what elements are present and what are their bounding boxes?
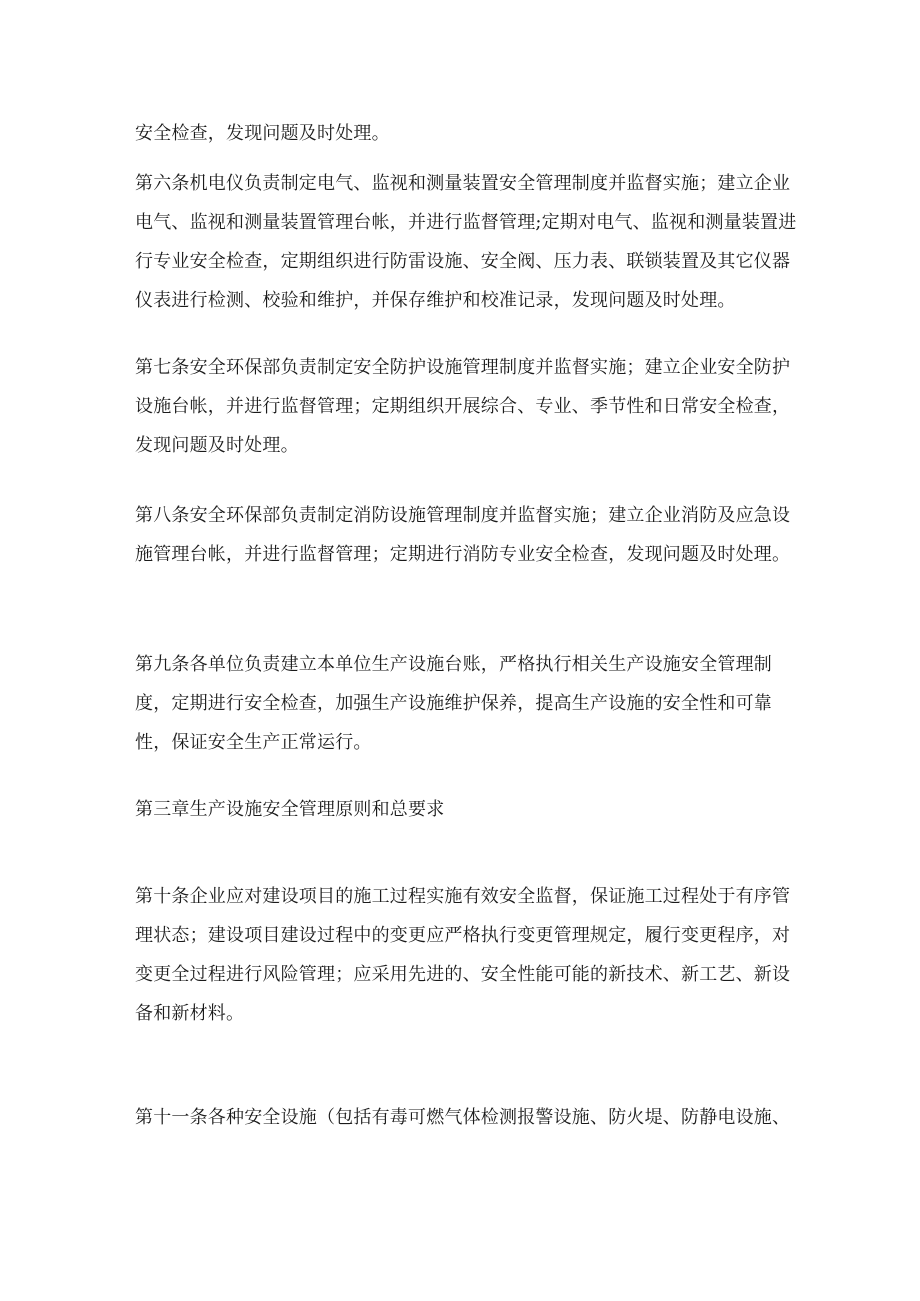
chapter-3-heading: 第三章生产设施安全管理原则和总要求 — [135, 799, 445, 820]
paragraph-article-11: 第十一条各种安全设施（包括有毒可燃气体检测报警设施、防火堤、防静电设施、 — [135, 1107, 791, 1128]
paragraph-article-8: 第八条安全环保部负责制定消防设施管理制度并监督实施；建立企业消防及应急设施管理台帐，并进行监督管理；定期进行消防专业安全检查，发现问题及时处理。 — [135, 505, 791, 565]
paragraph-article-6: 第六条机电仪负责制定电气、监视和测量装置安全管理制度并监督实施；建立企业电气、监视和测量装置管理台帐，并进行监督管理;定期对电气、监视和测量装置进行专业安全检查，定期组织进行防雷设施、安全阀、压力表、联锁装置及其它仪器仪表进行检测、校验和维护，并保存维护和校准记录，发现问题及时处理。 — [135, 173, 797, 311]
paragraph-article-10: 第十条企业应对建设项目的施工过程实施有效安全监督，保证施工过程处于有序管理状态；建设项目建设过程中的变更应严格执行变更管理规定，履行变更程序，对变更全过程进行风险管理；应采用先进的、安全性能可能的新技术、新工艺、新设备和新材料。 — [135, 886, 791, 1024]
paragraph-continuation: 安全检查，发现问题及时处理。 — [135, 123, 390, 144]
paragraph-article-7: 第七条安全环保部负责制定安全防护设施管理制度并监督实施；建立企业安全防护设施台帐，并进行监督管理；定期组织开展综合、专业、季节性和日常安全检查，发现问题及时处理。 — [135, 357, 791, 456]
paragraph-article-9: 第九条各单位负责建立本单位生产设施台账，严格执行相关生产设施安全管理制度，定期进行安全检查，加强生产设施维护保养，提高生产设施的安全性和可靠性，保证安全生产正常运行。 — [135, 654, 772, 753]
